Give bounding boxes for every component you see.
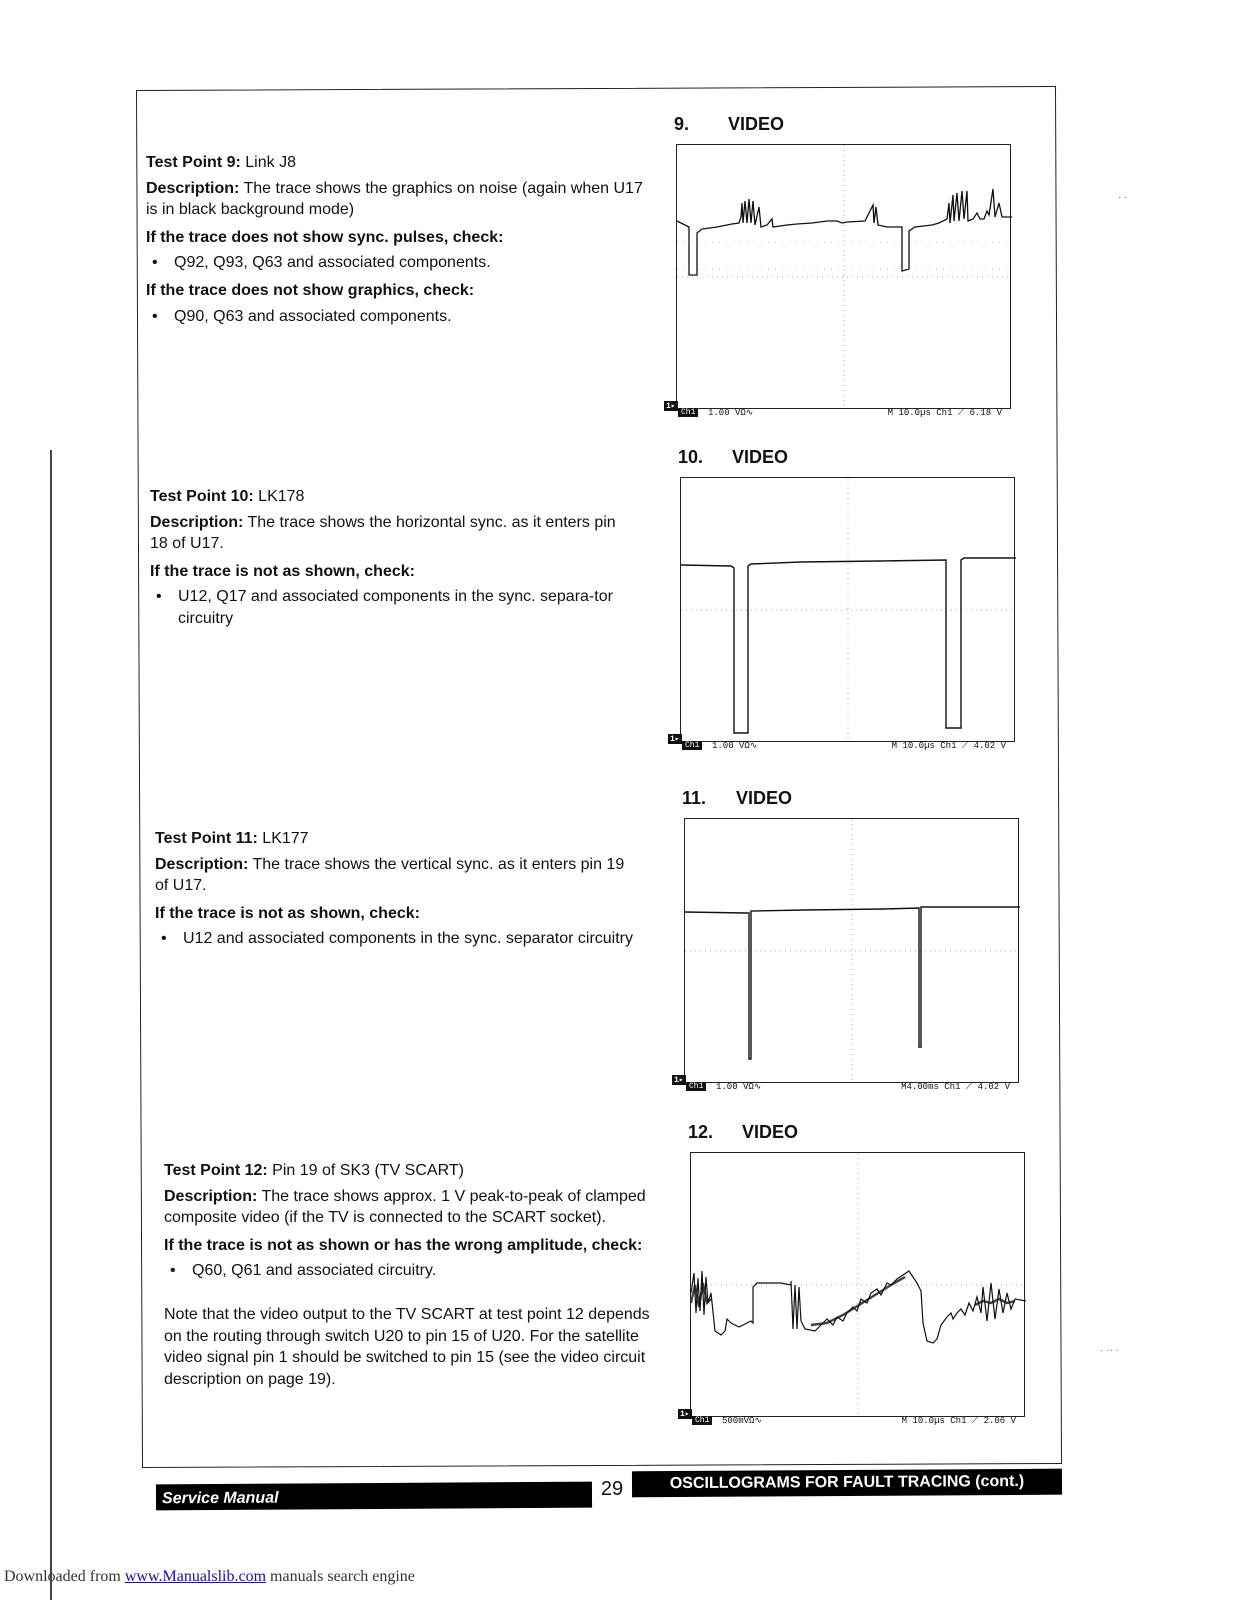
check-item: • U12, Q17 and associated components in the sync. separa-tor circuitry <box>150 586 630 629</box>
check-item: • U12 and associated components in the sync. separator circuitry <box>155 928 640 950</box>
channel-badge: Ch1 <box>678 408 698 417</box>
footer-service-manual: Service Manual <box>156 1482 592 1511</box>
test-point-label: Test Point 10: <box>150 488 254 505</box>
scope-screen <box>680 477 1015 742</box>
channel-badge: Ch1 <box>686 1082 706 1091</box>
oscillogram-title: 10. VIDEO <box>678 447 789 467</box>
test-point-value: LK178 <box>258 488 305 505</box>
timebase-trigger: M 10.0µs Ch1 ⟋ 4.02 V <box>891 741 1006 751</box>
download-suffix: manuals search engine <box>266 1568 415 1585</box>
timebase-trigger: M 10.0µs Ch1 ⟋ 2.06 V <box>901 1416 1016 1426</box>
check-heading: If the trace is not as shown, check: <box>150 562 415 580</box>
test-section-12 <box>164 1160 654 1394</box>
scope-screen <box>676 144 1011 409</box>
manualslib-link[interactable]: www.Manualslib.com <box>124 1568 267 1585</box>
test-point-label: Test Point 12: <box>164 1162 268 1179</box>
scope-readout <box>664 402 1014 420</box>
oscillogram-title: 11. VIDEO <box>682 788 793 808</box>
check-item: • Q60, Q61 and associated circuitry. <box>164 1260 654 1282</box>
description-text: The trace shows the graphics on noise (again when U17 is in black background mode) <box>146 179 643 219</box>
scope-graticule <box>677 145 1012 410</box>
test-section-9 <box>146 152 646 331</box>
check-heading: If the trace is not as shown, check: <box>155 904 420 922</box>
waveform-trace <box>681 558 1016 733</box>
test-section-11 <box>155 828 640 954</box>
description-text: The trace shows the vertical sync. as it enters pin 19 of U17. <box>155 855 625 895</box>
ground-marker: 1▸ <box>680 1410 690 1419</box>
test-point-value: Pin 19 of SK3 (TV SCART) <box>272 1162 464 1179</box>
waveform-trace <box>691 1271 1026 1343</box>
oscillogram-title: 9. VIDEO <box>674 114 785 134</box>
page-number: 29 <box>600 1478 624 1500</box>
check-item: • Q90, Q63 and associated components. <box>146 306 646 328</box>
scope-graticule <box>685 819 1020 1084</box>
volts-per-div: 1.00 VΩ∿ <box>708 408 754 418</box>
ground-marker: 1▸ <box>666 402 676 411</box>
description-label: Description: <box>164 1187 258 1205</box>
test-point-value: Link J8 <box>245 154 296 171</box>
description-text: The trace shows the horizontal sync. as it enters pin 18 of U17. <box>150 513 616 553</box>
scan-specks: · · <box>1118 192 1128 203</box>
description-label: Description: <box>155 855 249 873</box>
download-prefix: Downloaded from <box>4 1568 125 1585</box>
scope-screen <box>684 818 1019 1083</box>
check-heading: If the trace does not show sync. pulses, check: <box>146 228 504 246</box>
channel-badge: Ch1 <box>692 1416 712 1425</box>
footer-section-title: OSCILLOGRAMS FOR FAULT TRACING (cont.) <box>632 1469 1062 1498</box>
note-text: Note that the video output to the TV SCART at test point 12 depends on the routing through switch U20 to pin 15 of U20. For the satellite video signal pin 1 should be switched to pin 15 (see the video circuit description on page 19). <box>164 1305 650 1388</box>
waveform-trace <box>677 189 1012 275</box>
ground-marker: 1▸ <box>674 1076 684 1085</box>
scope-readout <box>668 735 1018 753</box>
scope-graticule <box>691 1153 1026 1418</box>
binding-edge <box>50 450 52 1600</box>
timebase-trigger: M 10.0µs Ch1 ⟋ 6.18 V <box>887 408 1002 418</box>
scope-graticule <box>681 478 1016 743</box>
volts-per-div: 1.00 VΩ∿ <box>716 1082 762 1092</box>
timebase-trigger: M4.00ms Ch1 ⟋ 4.02 V <box>901 1082 1010 1092</box>
test-point-value: LK177 <box>262 830 309 847</box>
description-label: Description: <box>150 513 244 531</box>
scan-specks: · ·· · <box>1100 1345 1119 1356</box>
volts-per-div: 1.00 VΩ∿ <box>712 741 758 751</box>
scope-readout <box>672 1076 1022 1094</box>
test-section-10 <box>150 486 630 634</box>
scope-screen <box>690 1152 1025 1417</box>
ground-marker: 1▸ <box>670 735 680 744</box>
oscillogram-title: 12. VIDEO <box>688 1122 799 1142</box>
check-item: • Q92, Q93, Q63 and associated components. <box>146 252 646 274</box>
test-point-label: Test Point 11: <box>155 830 258 847</box>
description-label: Description: <box>146 179 240 197</box>
channel-badge: Ch1 <box>682 741 702 750</box>
download-line <box>4 1568 415 1586</box>
check-heading: If the trace is not as shown or has the wrong amplitude, check: <box>164 1236 643 1254</box>
check-heading: If the trace does not show graphics, check: <box>146 281 475 299</box>
description-text: The trace shows approx. 1 V peak-to-peak of clamped composite video (if the TV is connected to the SCART socket). <box>164 1187 646 1227</box>
scope-readout <box>678 1410 1028 1428</box>
test-point-label: Test Point 9: <box>146 154 241 171</box>
volts-per-div: 500mVΩ∿ <box>722 1416 762 1426</box>
